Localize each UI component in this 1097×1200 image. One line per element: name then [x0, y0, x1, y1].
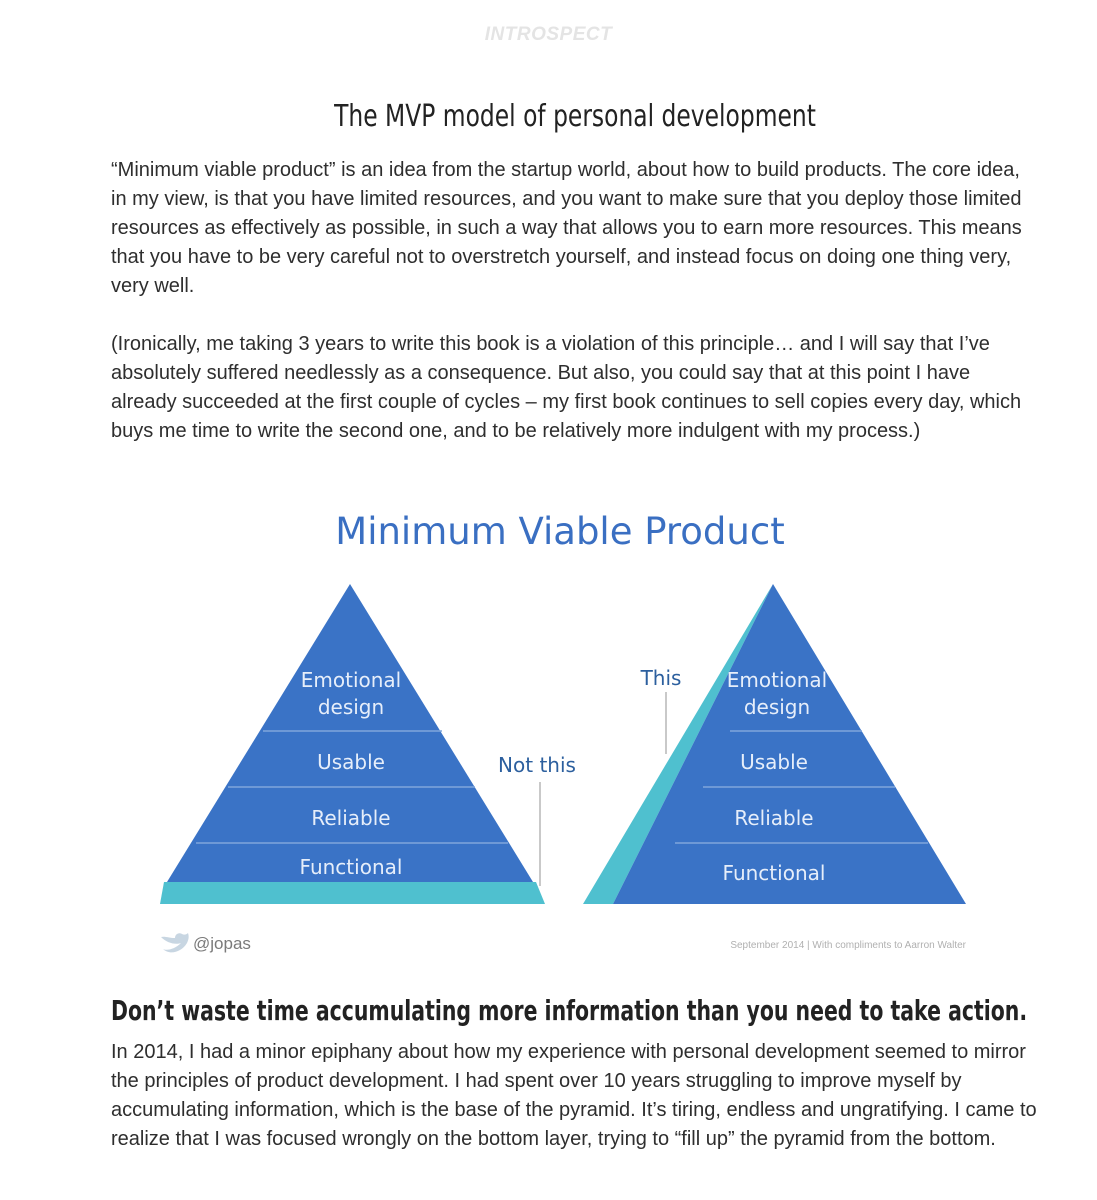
figure-title: Minimum Viable Product — [335, 510, 785, 553]
section-heading: Don’t waste time accumulating more information than you need to take action. — [111, 994, 1028, 1027]
closing-paragraph: In 2014, I had a minor epiphany about how my experience with personal development seemed to mirror the principles of product development. I had spent over 10 years struggling to improve myself by accumulating information, which is the base of the pyramid. It’s tiring, endless and ungratifying. I came to realize that I was focused wrongly on the bottom layer, trying to “fill up” the pyramid from the bottom. — [111, 1041, 1037, 1150]
aside-paragraph: (Ironically, me taking 3 years to write this book is a violation of this principle… and I will say that I’ve absolutely suffered needlessly as a consequence. But also, you could say that at this point I have already succeeded at the first couple of cycles – my first book continues to sell copies every day, which buys me time to write the second one, and to be relatively more indulgent with my process.) — [111, 333, 1022, 442]
section-title: The MVP model of personal development — [334, 99, 816, 134]
right-layer-label: Usable — [740, 750, 808, 774]
this-callout: This — [640, 666, 682, 690]
left-pyramid-base-layer — [160, 882, 545, 904]
running-head: INTROSPECT — [484, 24, 613, 45]
right-pyramid — [583, 584, 966, 904]
right-layer-label: Reliable — [734, 806, 814, 830]
left-layer-label: Emotional — [300, 668, 402, 692]
left-pyramid — [160, 584, 576, 904]
left-layer-label: Functional — [299, 855, 403, 879]
left-layer-label: Usable — [317, 750, 385, 774]
twitter-bird-icon — [161, 933, 189, 952]
right-layer-label: design — [743, 695, 811, 719]
left-layer-label: Reliable — [311, 806, 391, 830]
not-this-callout: Not this — [498, 753, 576, 777]
figure-credit: September 2014 | With compliments to Aarron Walter — [730, 940, 966, 951]
right-layer-label: Emotional — [726, 668, 828, 692]
twitter-handle: @jopas — [193, 934, 251, 953]
intro-paragraph: “Minimum viable product” is an idea from the startup world, about how to build products. The core idea, in my view, is that you have limited resources, and you want to make sure that you deploy those limited resources as effectively as possible, in such a way that allows you to earn more resources. This means that you have to be very careful not to overstretch yourself, and instead focus on doing one thing very, very well. — [111, 159, 1022, 297]
left-layer-label: design — [317, 695, 385, 719]
right-layer-label: Functional — [722, 861, 826, 885]
left-pyramid-body — [167, 584, 533, 882]
